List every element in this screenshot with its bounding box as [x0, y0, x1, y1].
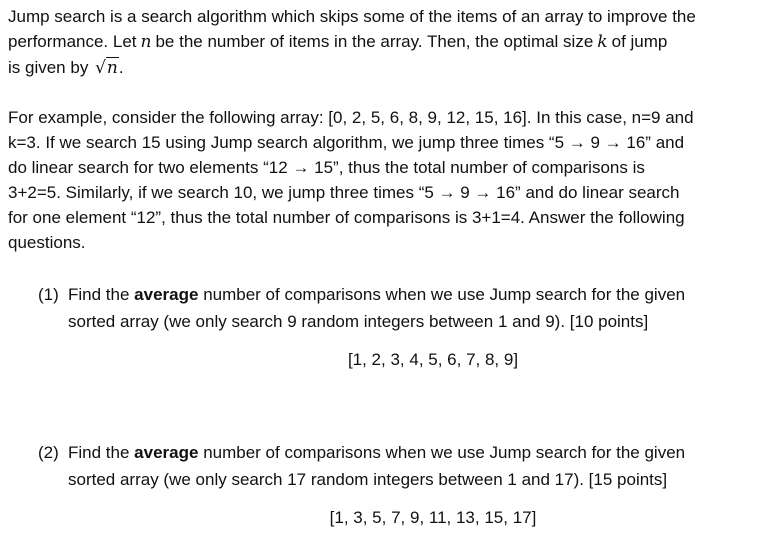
radical-symbol: √	[95, 58, 106, 78]
question-1-text-b: number of comparisons when we use Jump search for the given	[203, 285, 686, 304]
intro-line-2-text-b: be the number of items in the array. Then, the optimal size	[155, 32, 594, 51]
question-2-array: [1, 3, 5, 7, 9, 11, 13, 15, 17]	[329, 508, 537, 527]
example-line-1: For example, consider the following array: [0, 2, 5, 6, 8, 9, 12, 15, 16]. In this case, n=9 and	[8, 108, 694, 127]
question-2	[8, 439, 768, 531]
question-1-line-1	[38, 281, 768, 308]
intro-line-3-text: is given by	[8, 58, 89, 77]
document-page	[8, 4, 768, 531]
intro-line-2	[8, 29, 768, 55]
question-2-text-b: number of comparisons when we use Jump search for the given	[203, 443, 686, 462]
intro-line-2-text-c: of jump	[611, 32, 668, 51]
example-line-3: do linear search for two elements “12 → 15”, thus the total number of comparisons is	[8, 158, 645, 177]
question-2-line-1	[38, 439, 768, 466]
question-1-array: [1, 2, 3, 4, 5, 6, 7, 8, 9]	[347, 350, 519, 369]
intro-paragraph	[8, 4, 768, 81]
question-2-bold-average: average	[134, 443, 199, 462]
question-1	[8, 281, 768, 373]
intro-line-3-end: .	[118, 58, 124, 77]
question-1-number: (1)	[38, 285, 59, 304]
question-2-line-2: sorted array (we only search 17 random integers between 1 and 17). [15 points]	[68, 470, 668, 489]
question-2-number: (2)	[38, 443, 59, 462]
example-paragraph	[8, 105, 768, 255]
example-line-2: k=3. If we search 15 using Jump search algorithm, we jump three times “5 → 9 → 16” and	[8, 133, 685, 152]
intro-line-3	[8, 55, 768, 81]
question-1-text-a: Find the	[68, 285, 130, 304]
example-line-5: for one element “12”, thus the total number of comparisons is 3+1=4. Answer the following	[8, 208, 685, 227]
example-line-6: questions.	[8, 233, 86, 252]
question-1-line-2: sorted array (we only search 9 random integers between 1 and 9). [10 points]	[68, 312, 649, 331]
radicand-n: n	[106, 58, 118, 78]
square-root-expression	[93, 56, 119, 81]
intro-line-2-text-a: performance. Let	[8, 32, 137, 51]
question-2-text-a: Find the	[68, 443, 130, 462]
example-line-4: 3+2=5. Similarly, if we search 10, we jump three times “5 → 9 → 16” and do linear search	[8, 183, 680, 202]
math-variable-k: k	[597, 32, 608, 52]
question-1-bold-average: average	[134, 285, 199, 304]
math-variable-n: n	[140, 32, 152, 52]
intro-line-1: Jump search is a search algorithm which skips some of the items of an array to improve the	[8, 7, 696, 26]
